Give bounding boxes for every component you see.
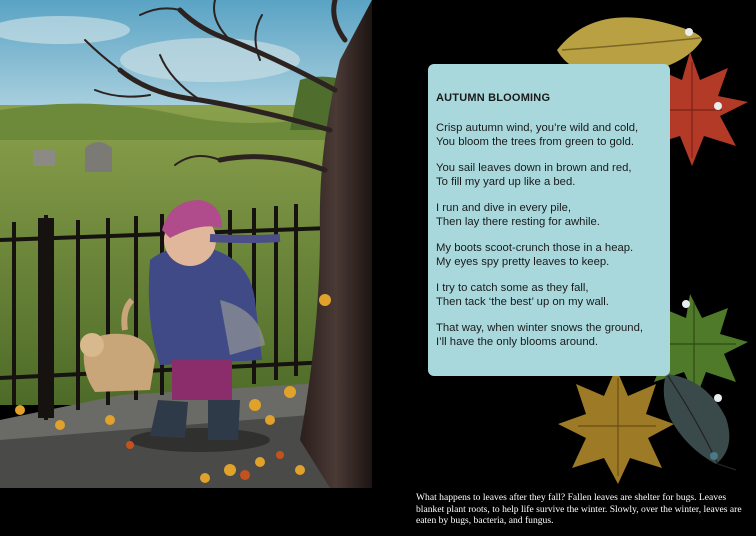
autumn-illustration: [0, 0, 372, 488]
stanza-1: [436, 121, 662, 149]
poem-line: Crisp autumn wind, you’re wild and cold,: [436, 122, 639, 134]
poem-line: That way, when winter snows the ground,: [436, 322, 644, 334]
caption-text: What happens to leaves after they fall? Fallen leaves are shelter for bugs. Leaves blanket plant roots, to help life survive the winter. Slowly, over the winter, leaves are eaten by bugs, bacteria, and fungus.: [416, 492, 742, 526]
poem-title: AUTUMN BLOOMING: [436, 92, 551, 104]
poem-line: Then tack ‘the best’ up on my wall.: [436, 296, 609, 308]
stanza-2: [436, 161, 662, 189]
stanza-5: [436, 281, 662, 309]
poem-line: You bloom the trees from green to gold.: [436, 136, 635, 148]
poem-line: I run and dive in every pile,: [436, 202, 572, 214]
poem-line: I’ll have the only blooms around.: [436, 336, 599, 348]
poem-line: My boots scoot-crunch those in a heap.: [436, 242, 634, 254]
stanza-3: [436, 201, 662, 229]
stanza-4: [436, 241, 662, 269]
poem-line: To fill my yard up like a bed.: [436, 176, 576, 188]
poem-line: My eyes spy pretty leaves to keep.: [436, 256, 610, 268]
poem-line: I try to catch some as they fall,: [436, 282, 589, 294]
illustration-art: [0, 0, 372, 488]
poem-card: [428, 64, 670, 376]
poem-line: You sail leaves down in brown and red,: [436, 162, 632, 174]
dark-leaf-icon: [656, 368, 748, 472]
poem-line: Then lay there resting for awhile.: [436, 216, 600, 228]
stanza-6: [436, 321, 662, 349]
